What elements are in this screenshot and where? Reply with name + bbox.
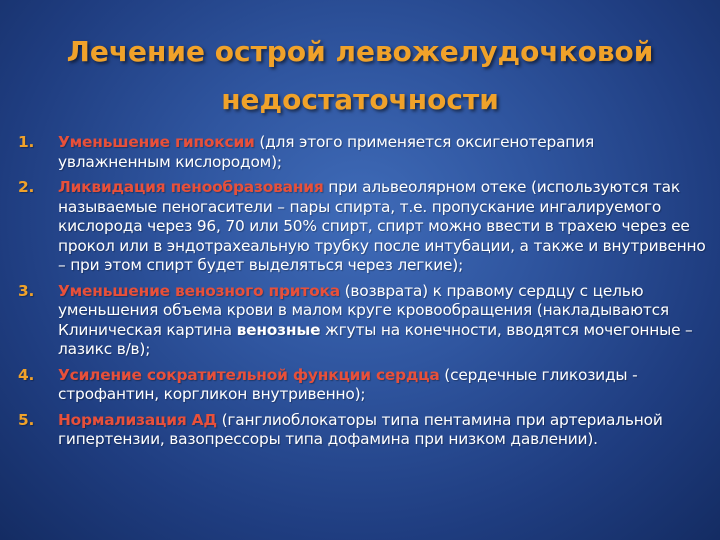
- item-text: при альвеолярном отеке (используются так называемые пеногасители – пары спирта, т.е. пропускание ингалируемого кислорода через 96, 70 или 50% спирт, спирт можно ввести в трахею через ее прокол или в эндотрахеальную трубку после интубации, а также и внутривенно – при этом спирт будет выделяться через легкие);: [58, 178, 706, 274]
- item-number: 4.: [18, 365, 35, 384]
- item-text: (ганглиоблокаторы типа пентамина при артериальной гипертензии, вазопрессоры типа дофамина при низком давлении).: [58, 410, 663, 448]
- item-lead: Нормализация АД: [58, 410, 217, 429]
- list-item-1: [18, 133, 708, 172]
- item-number: 2.: [18, 178, 35, 196]
- item-bold-word: венозные: [236, 320, 321, 339]
- list-item-3: [18, 282, 708, 360]
- item-lead: Ликвидация пенообразования: [58, 178, 324, 196]
- item-lead: Уменьшение гипоксии: [58, 133, 255, 151]
- title-line-2: недостаточности: [221, 83, 499, 116]
- list-item-5: [18, 411, 708, 450]
- list-item-2: [18, 178, 708, 276]
- title-line-1: Лечение острой левожелудочковой: [66, 35, 654, 68]
- item-text: (сердечные гликозиды - строфантин, коргликон внутривенно);: [58, 365, 638, 403]
- item-number: 1.: [18, 133, 35, 151]
- item-number: 3.: [18, 281, 35, 300]
- item-text: (возврата) к правому сердцу с целью уменьшения объема крови в малом круге кровообращения (накладываются Клиническая картина: [58, 281, 669, 339]
- slide-title: [20, 28, 700, 124]
- list-item-4: [18, 366, 708, 405]
- treatment-list: [18, 133, 708, 456]
- item-lead: Уменьшение венозного притока: [58, 281, 340, 300]
- item-lead: Усиление сократительной функции сердца: [58, 365, 440, 384]
- item-text-tail: жгуты на конечности, вводятся мочегонные – лазикс в/в);: [58, 320, 693, 358]
- item-text: (для этого применяется оксигенотерапия увлажненным кислородом);: [58, 133, 595, 171]
- item-number: 5.: [18, 410, 35, 429]
